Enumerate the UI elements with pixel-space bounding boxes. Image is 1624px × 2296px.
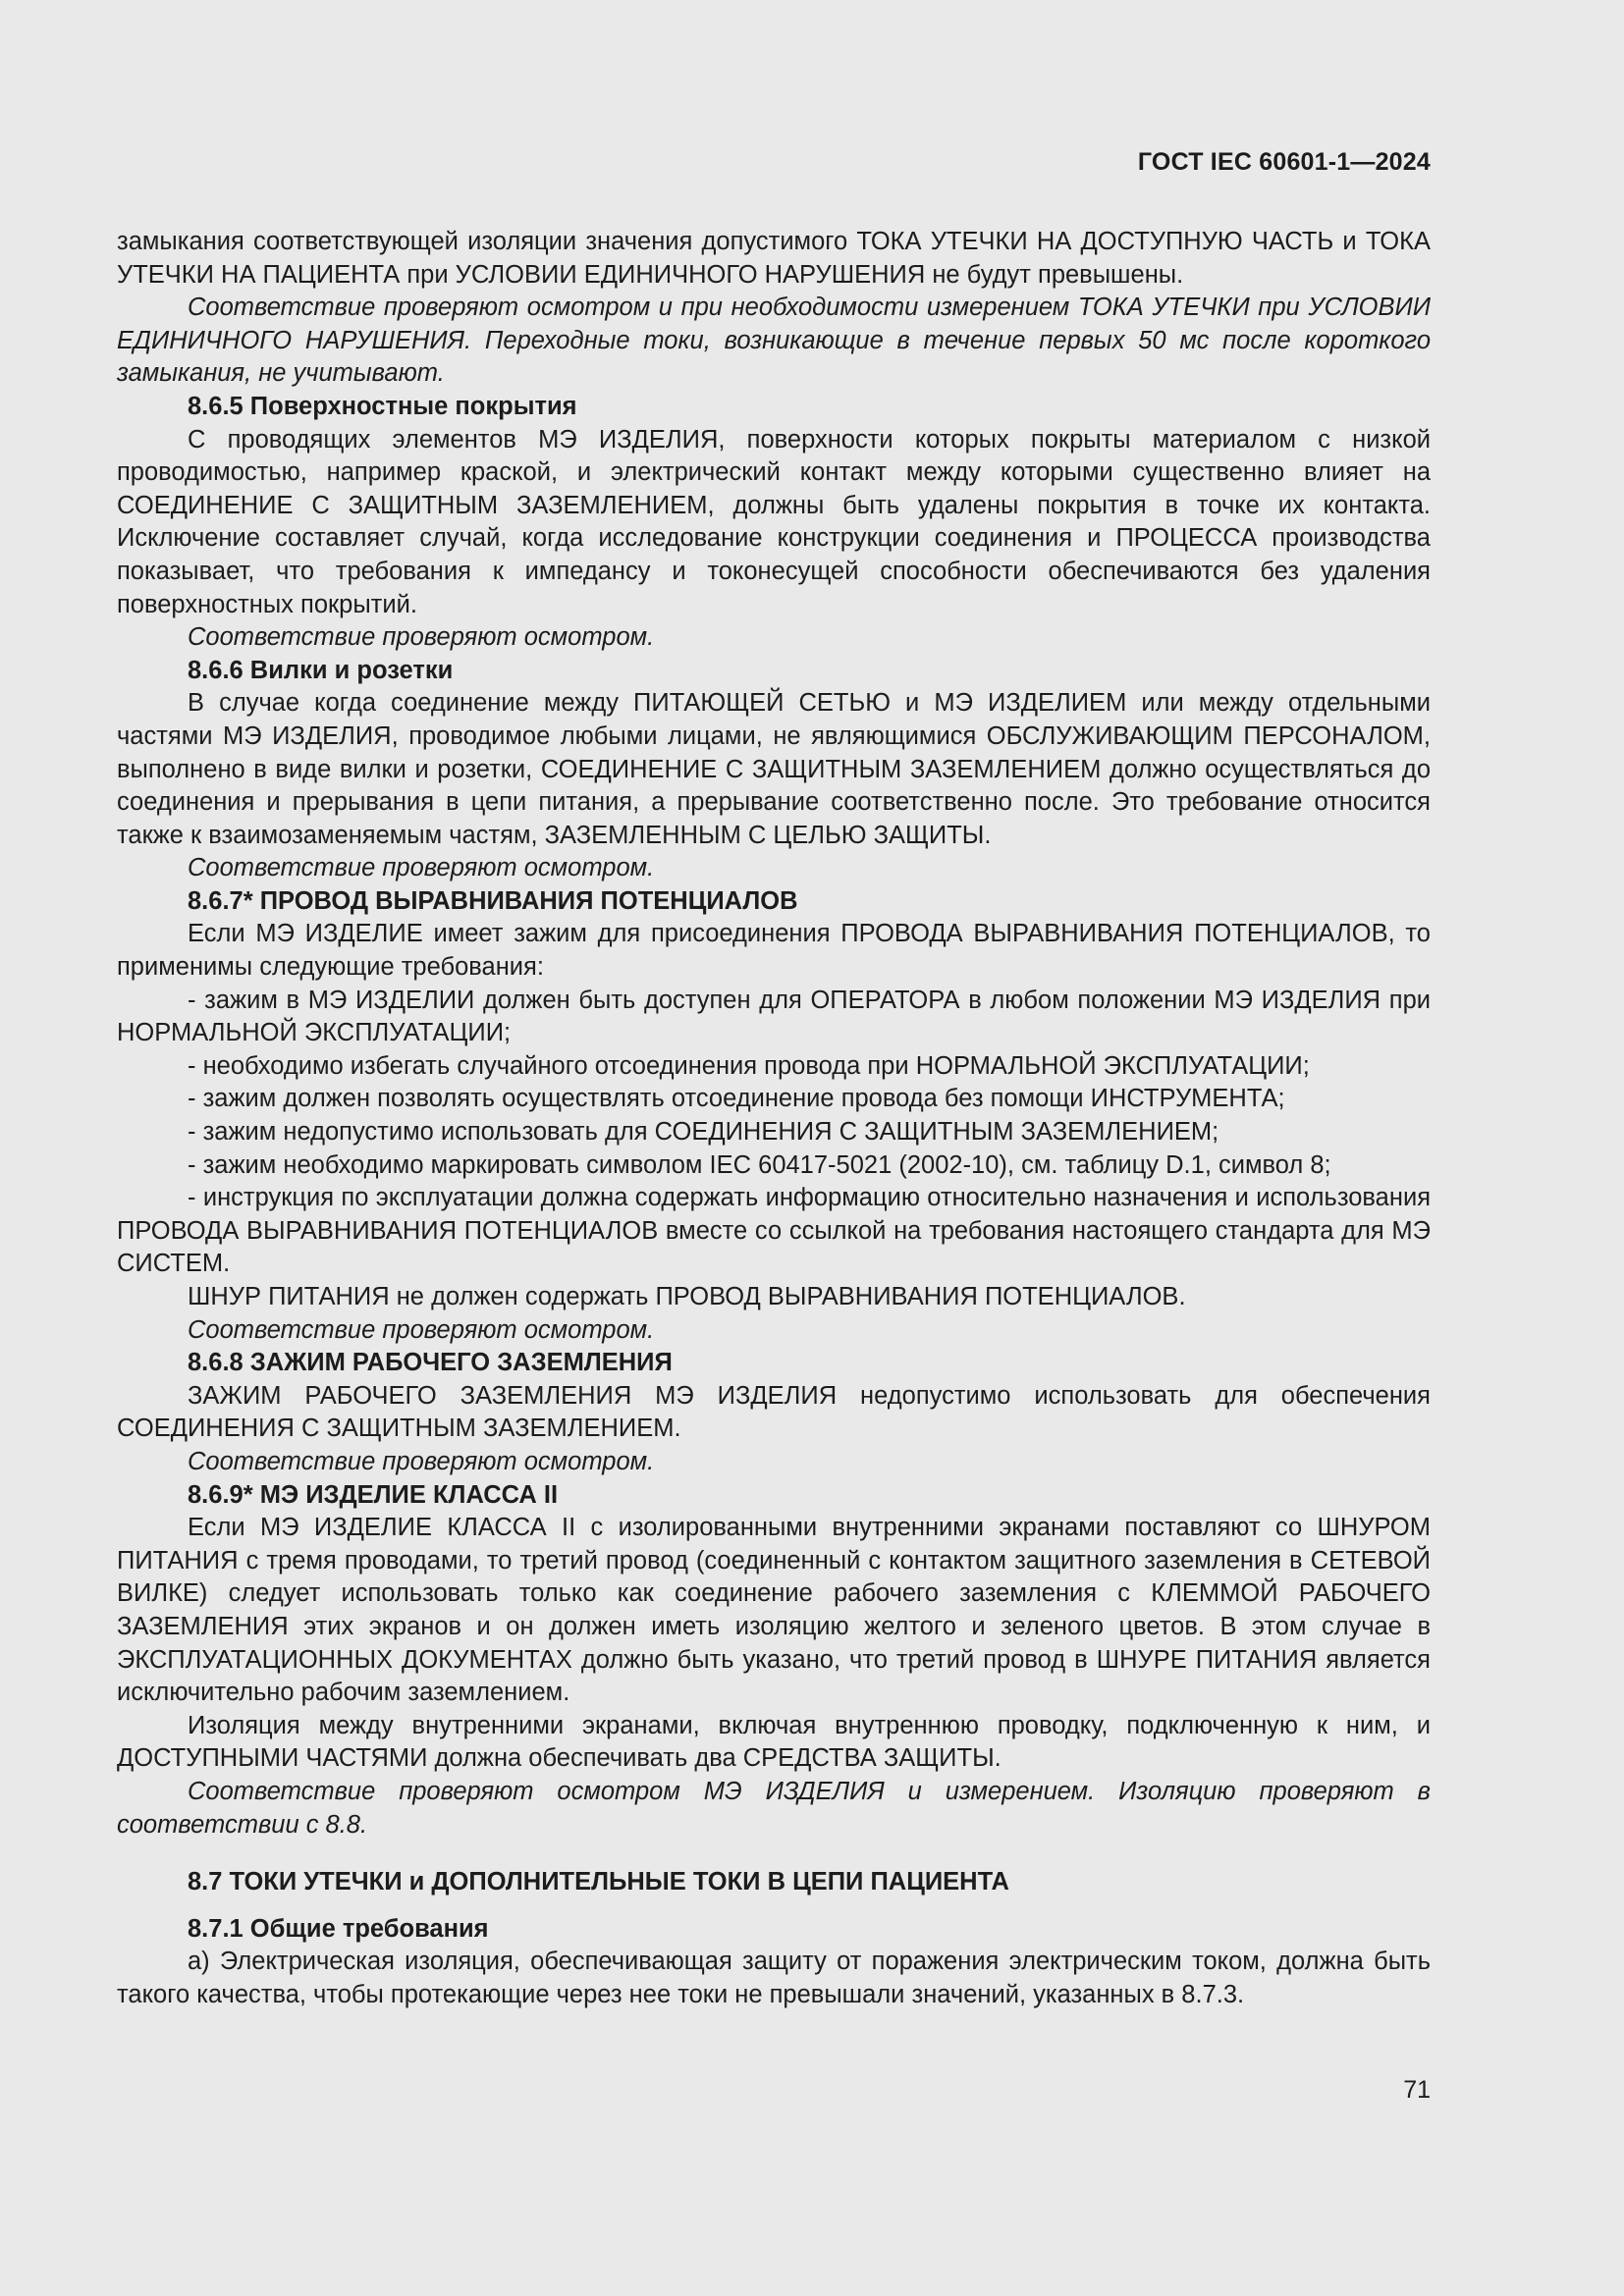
paragraph: Изоляция между внутренними экранами, включая внутреннюю проводку, подключенную к ним, и ДОСТУПНЫМИ ЧАСТЯМИ должна обеспечивать два СРЕДСТВА ЗАЩИТЫ. bbox=[117, 1711, 1431, 1773]
list-item: - зажим необходимо маркировать символом IEC 60417-5021 (2002-10), см. таблицу D.1, символ 8; bbox=[188, 1150, 1331, 1179]
section-heading-8-6-5: 8.6.5 Поверхностные покрытия bbox=[188, 392, 577, 420]
section-heading-8-6-9: 8.6.9* МЭ ИЗДЕЛИЕ КЛАССА II bbox=[188, 1480, 559, 1509]
paragraph: В случае когда соединение между ПИТАЮЩЕЙ СЕТЬЮ и МЭ ИЗДЕЛИЕМ или между отдельными частями МЭ ИЗДЕЛИЯ, проводимое любыми лицами, не являющимися ОБСЛУЖИВАЮЩИМ ПЕРСОНАЛОМ, выполнено в виде вилки и розетки, СОЕДИНЕНИЕ С ЗАЩИТНЫМ ЗАЗЕМЛЕНИЕМ должно осуществляться до соединения и прерывания в цепи питания, а прерывание соответственно после. Это требование относится также к взаимозаменяемым частям, ЗАЗЕМЛЕННЫМ С ЦЕЛЬЮ ЗАЩИТЫ. bbox=[117, 689, 1431, 849]
list-item: - зажим недопустимо использовать для СОЕДИНЕНИЯ С ЗАЩИТНЫМ ЗАЗЕМЛЕНИЕМ; bbox=[188, 1118, 1219, 1147]
section-heading-8-7-1: 8.7.1 Общие требования bbox=[188, 1914, 489, 1943]
list-item: - инструкция по эксплуатации должна содержать информацию относительно назначения и использования ПРОВОДА ВЫРАВНИВАНИЯ ПОТЕНЦИАЛОВ вместе со ссылкой на требования настоящего стандарта для МЭ СИСТЕМ. bbox=[117, 1184, 1431, 1278]
compliance-note: Соответствие проверяют осмотром. bbox=[188, 623, 655, 652]
paragraph: С проводящих элементов МЭ ИЗДЕЛИЯ, поверхности которых покрыты материалом с низкой проводимостью, например краской, и электрический контакт между которыми существенно влияет на СОЕДИНЕНИЕ С ЗАЩИТНЫМ ЗАЗЕМЛЕНИЕМ, должны быть удалены покрытия в точке их контакта. Исключение составляет случай, когда исследование конструкции соединения и ПРОЦЕССА производства показывает, что требования к импедансу и токонесущей способности обеспечиваются без удаления поверхностных покрытий. bbox=[117, 425, 1431, 618]
document-body bbox=[117, 226, 1431, 2011]
compliance-note: Соответствие проверяют осмотром и при необходимости измерением ТОКА УТЕЧКИ при УСЛОВИИ ЕДИНИЧНОГО НАРУШЕНИЯ. Переходные токи, возникающие в течение первых 50 мс после короткого замыкания, не учитывают. bbox=[117, 294, 1431, 388]
paragraph: ЗАЖИМ РАБОЧЕГО ЗАЗЕМЛЕНИЯ МЭ ИЗДЕЛИЯ недопустимо использовать для обеспечения СОЕДИНЕНИЯ С ЗАЩИТНЫМ ЗАЗЕМЛЕНИЕМ. bbox=[117, 1381, 1431, 1443]
section-heading-8-6-7: 8.6.7* ПРОВОД ВЫРАВНИВАНИЯ ПОТЕНЦИАЛОВ bbox=[188, 886, 798, 915]
list-item: - зажим должен позволять осуществлять отсоединение провода без помощи ИНСТРУМЕНТА; bbox=[188, 1085, 1285, 1113]
paragraph: Если МЭ ИЗДЕЛИЕ КЛАССА II с изолированными внутренними экранами поставляют со ШНУРОМ ПИТАНИЯ с тремя проводами, то третий провод (соединенный с контактом защитного заземления в СЕТЕВОЙ ВИЛКЕ) следует использовать только как соединение рабочего заземления с КЛЕММОЙ РАБОЧЕГО ЗАЗЕМЛЕНИЯ этих экранов и он должен иметь изоляцию желтого и зеленого цветов. В этом случае в ЭКСПЛУАТАЦИОННЫХ ДОКУМЕНТАХ должно быть указано, что третий провод в ШНУРЕ ПИТАНИЯ является исключительно рабочим заземлением. bbox=[117, 1514, 1431, 1707]
paragraph: Если МЭ ИЗДЕЛИЕ имеет зажим для присоединения ПРОВОДА ВЫРАВНИВАНИЯ ПОТЕНЦИАЛОВ, то применимы следующие требования: bbox=[117, 920, 1431, 982]
paragraph: замыкания соответствующей изоляции значения допустимого ТОКА УТЕЧКИ НА ДОСТУПНУЮ ЧАСТЬ и ТОКА УТЕЧКИ НА ПАЦИЕНТА при УСЛОВИИ ЕДИНИЧНОГО НАРУШЕНИЯ не будут превышены. bbox=[117, 228, 1431, 289]
list-item: - зажим в МЭ ИЗДЕЛИИ должен быть доступен для ОПЕРАТОРА в любом положении МЭ ИЗДЕЛИЯ при НОРМАЛЬНОЙ ЭКСПЛУАТАЦИИ; bbox=[117, 986, 1431, 1047]
section-heading-8-7: 8.7 ТОКИ УТЕЧКИ и ДОПОЛНИТЕЛЬНЫЕ ТОКИ В ЦЕПИ ПАЦИЕНТА bbox=[188, 1868, 1009, 1896]
list-item: - необходимо избегать случайного отсоединения провода при НОРМАЛЬНОЙ ЭКСПЛУАТАЦИИ; bbox=[188, 1051, 1310, 1080]
document-header: ГОСТ IEC 60601-1—2024 bbox=[1137, 148, 1431, 176]
compliance-note: Соответствие проверяют осмотром. bbox=[188, 854, 655, 882]
paragraph: ШНУР ПИТАНИЯ не должен содержать ПРОВОД ВЫРАВНИВАНИЯ ПОТЕНЦИАЛОВ. bbox=[188, 1283, 1186, 1310]
page-number: 71 bbox=[1403, 2076, 1431, 2104]
compliance-note: Соответствие проверяют осмотром. bbox=[188, 1315, 655, 1344]
section-heading-8-6-6: 8.6.6 Вилки и розетки bbox=[188, 656, 454, 684]
compliance-note: Соответствие проверяют осмотром. bbox=[188, 1447, 655, 1475]
section-heading-8-6-8: 8.6.8 ЗАЖИМ РАБОЧЕГО ЗАЗЕМЛЕНИЯ bbox=[188, 1349, 673, 1377]
paragraph: а) Электрическая изоляция, обеспечивающая защиту от поражения электрическим током, должна быть такого качества, чтобы протекающие через нее токи не превышали значений, указанных в 8.7.3. bbox=[117, 1948, 1431, 2008]
compliance-note: Соответствие проверяют осмотром МЭ ИЗДЕЛИЯ и измерением. Изоляцию проверяют в соответствии с 8.8. bbox=[117, 1777, 1431, 1839]
